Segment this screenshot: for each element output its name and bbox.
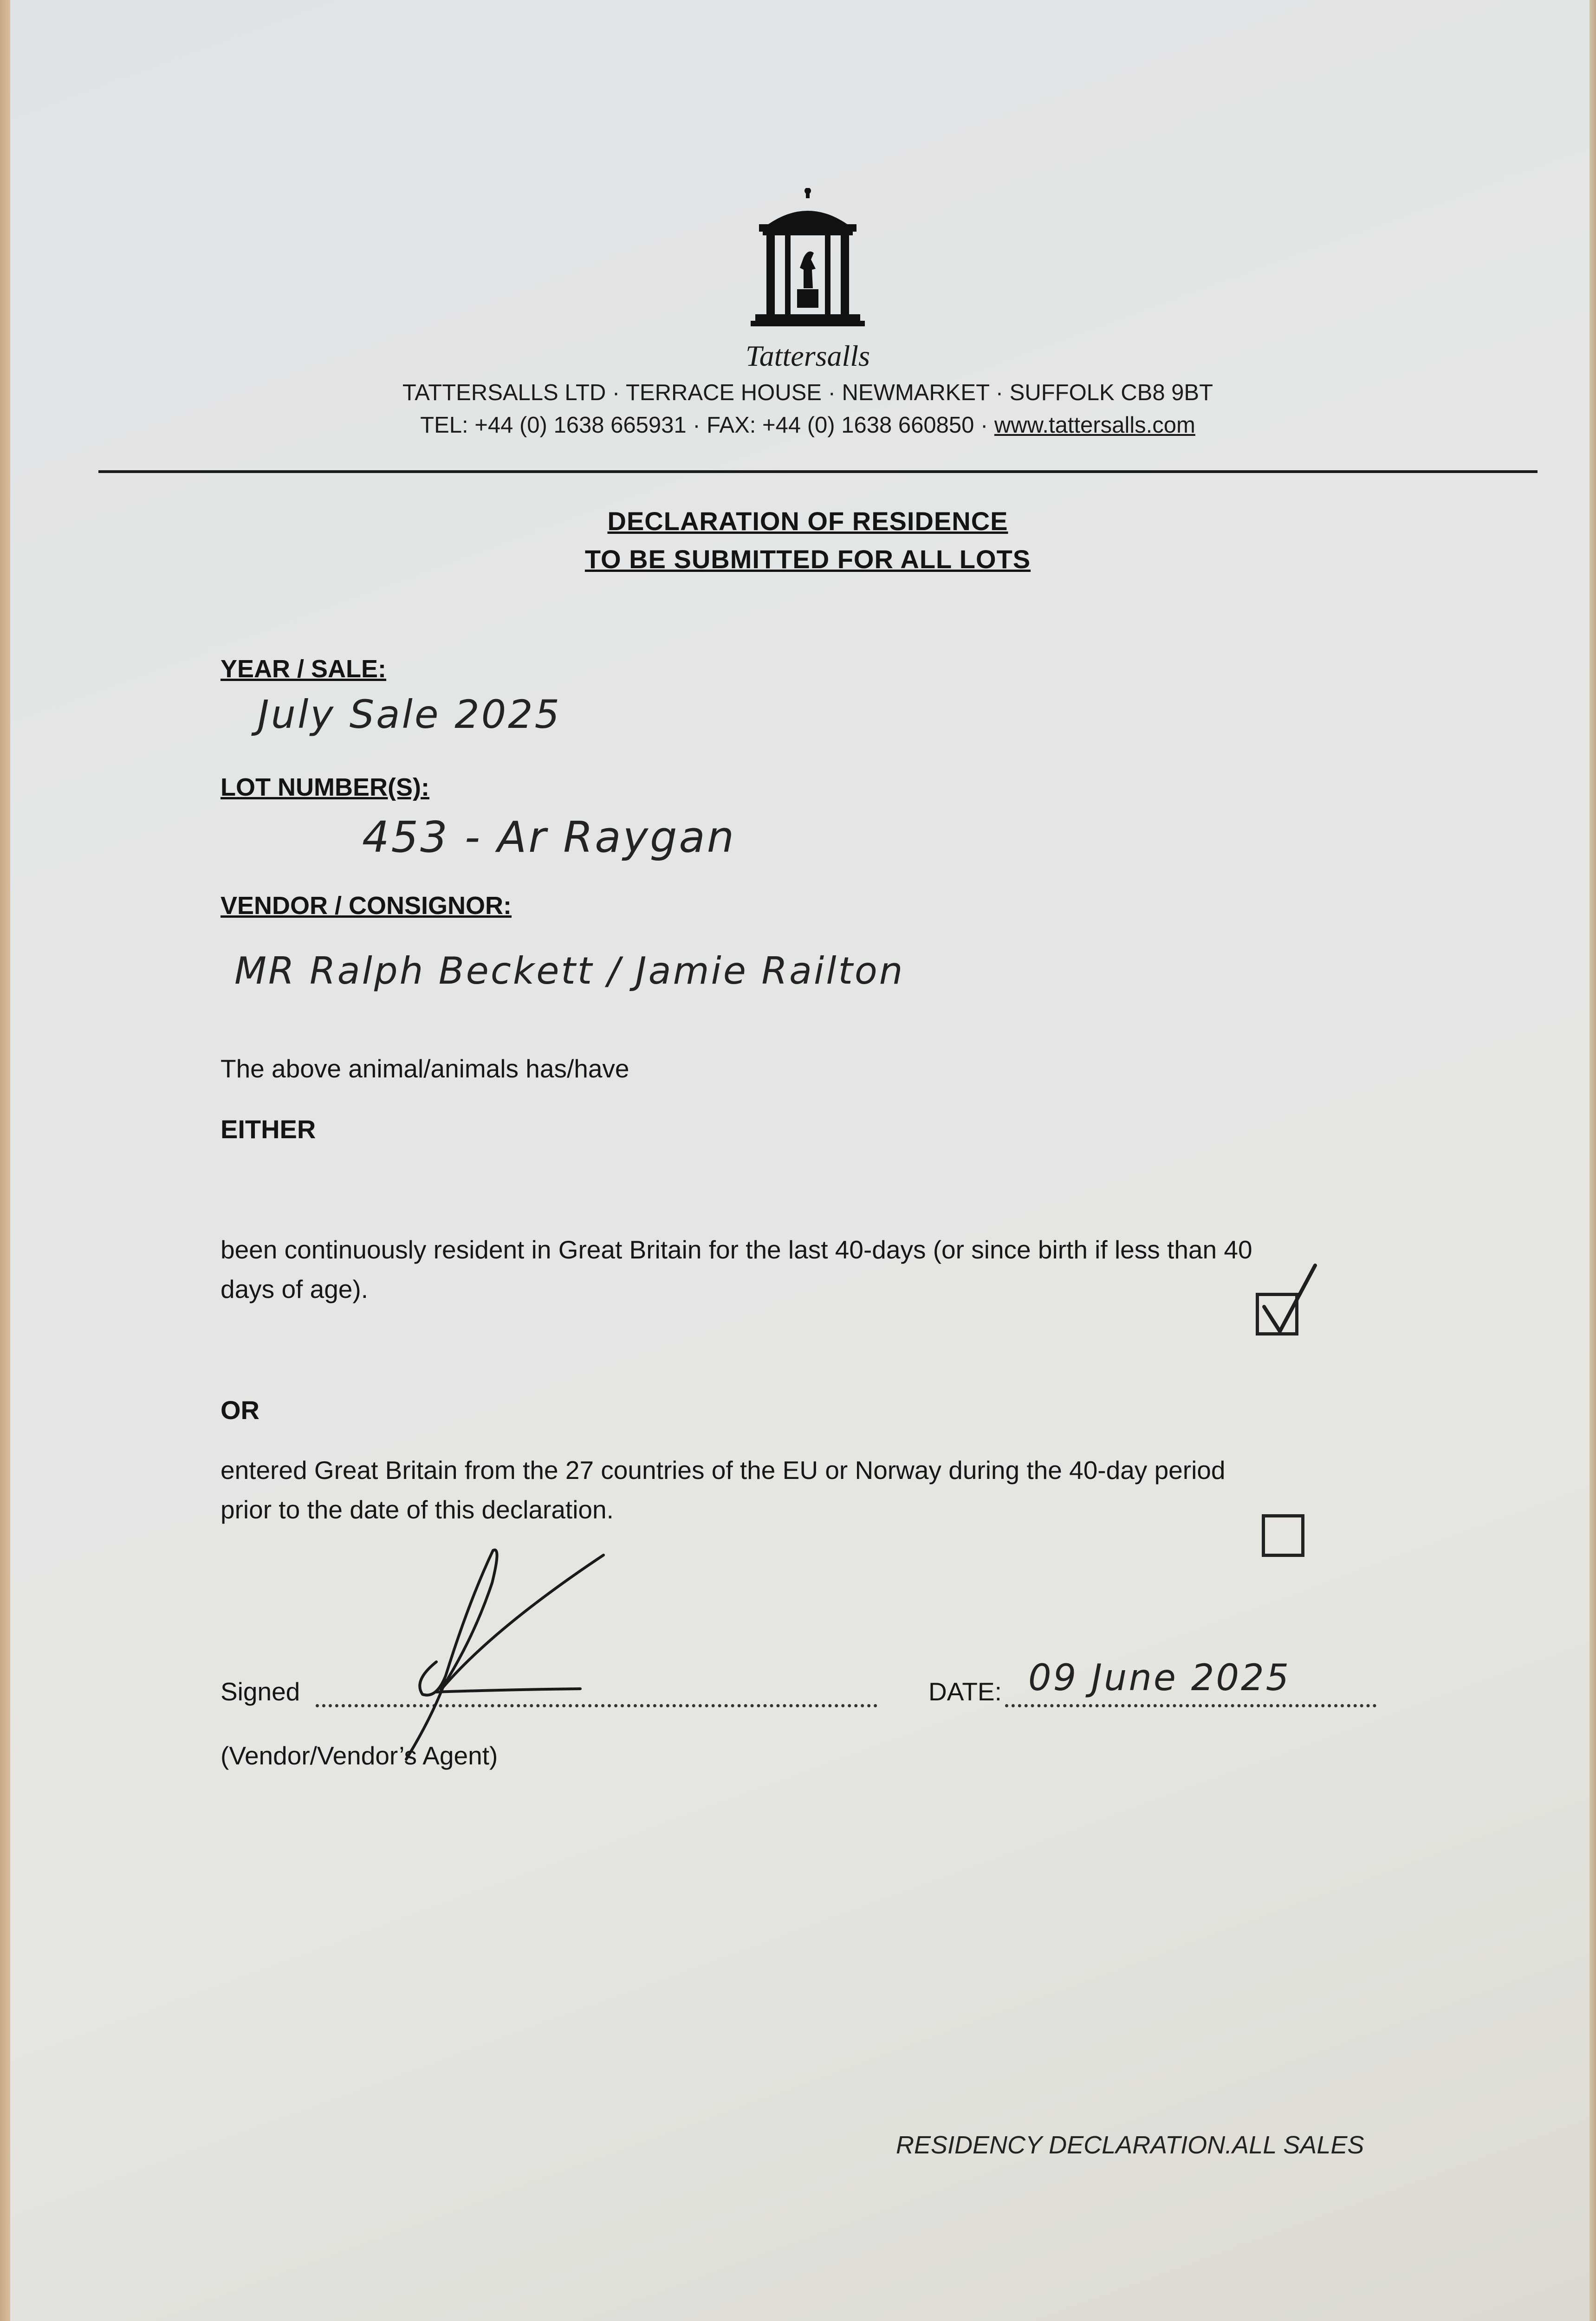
either-label: EITHER xyxy=(221,1115,316,1144)
contact-phone-fax: TEL: +44 (0) 1638 665931 · FAX: +44 (0) 1638 660850 · xyxy=(420,413,994,438)
tattersalls-logo-icon xyxy=(745,188,870,337)
year-sale-value[interactable]: July Sale 2025 xyxy=(258,692,562,737)
year-sale-label: YEAR / SALE: xyxy=(221,655,387,683)
date-value[interactable]: 09 June 2025 xyxy=(1028,1657,1291,1699)
page-edge-right xyxy=(1590,0,1596,2321)
signed-label: Signed xyxy=(221,1677,300,1706)
checkmark-icon xyxy=(1260,1263,1321,1337)
signer-role-label: (Vendor/Vendor’s Agent) xyxy=(221,1741,498,1770)
vendor-label: VENDOR / CONSIGNOR: xyxy=(221,892,512,920)
website-link[interactable]: www.tattersalls.com xyxy=(994,413,1195,438)
lot-numbers-label: LOT NUMBER(S): xyxy=(221,773,429,801)
or-label: OR xyxy=(221,1395,260,1425)
option1-text-line1: been continuously resident in Great Britain for the last 40-days (or since birth if less than 40 xyxy=(221,1235,1252,1264)
lot-numbers-value[interactable]: 453 - Ar Raygan xyxy=(362,812,736,862)
contact-line xyxy=(325,412,1291,438)
brand-name: Tattersalls xyxy=(746,339,870,372)
option2-text-line1: entered Great Britain from the 27 countries of the EU or Norway during the 40-day period xyxy=(221,1456,1226,1485)
vendor-value[interactable]: MR Ralph Beckett / Jamie Railton xyxy=(234,949,905,992)
date-dotted-line xyxy=(1005,1704,1376,1707)
address-line: TATTERSALLS LTD · TERRACE HOUSE · NEWMARKET · SUFFOLK CB8 9BT xyxy=(402,380,1213,405)
footer-reference: RESIDENCY DECLARATION.ALL SALES xyxy=(896,2131,1364,2159)
option2-checkbox[interactable] xyxy=(1262,1514,1304,1557)
page-edge-left xyxy=(0,0,10,2321)
statement-intro: The above animal/animals has/have xyxy=(221,1054,629,1083)
header-divider xyxy=(98,470,1538,473)
document-title: DECLARATION OF RESIDENCE xyxy=(607,506,1008,536)
date-label: DATE: xyxy=(928,1677,1002,1706)
document-subtitle: TO BE SUBMITTED FOR ALL LOTS xyxy=(584,545,1031,574)
option1-text-line2: days of age). xyxy=(221,1275,368,1303)
option2-text-line2: prior to the date of this declaration. xyxy=(221,1495,614,1524)
